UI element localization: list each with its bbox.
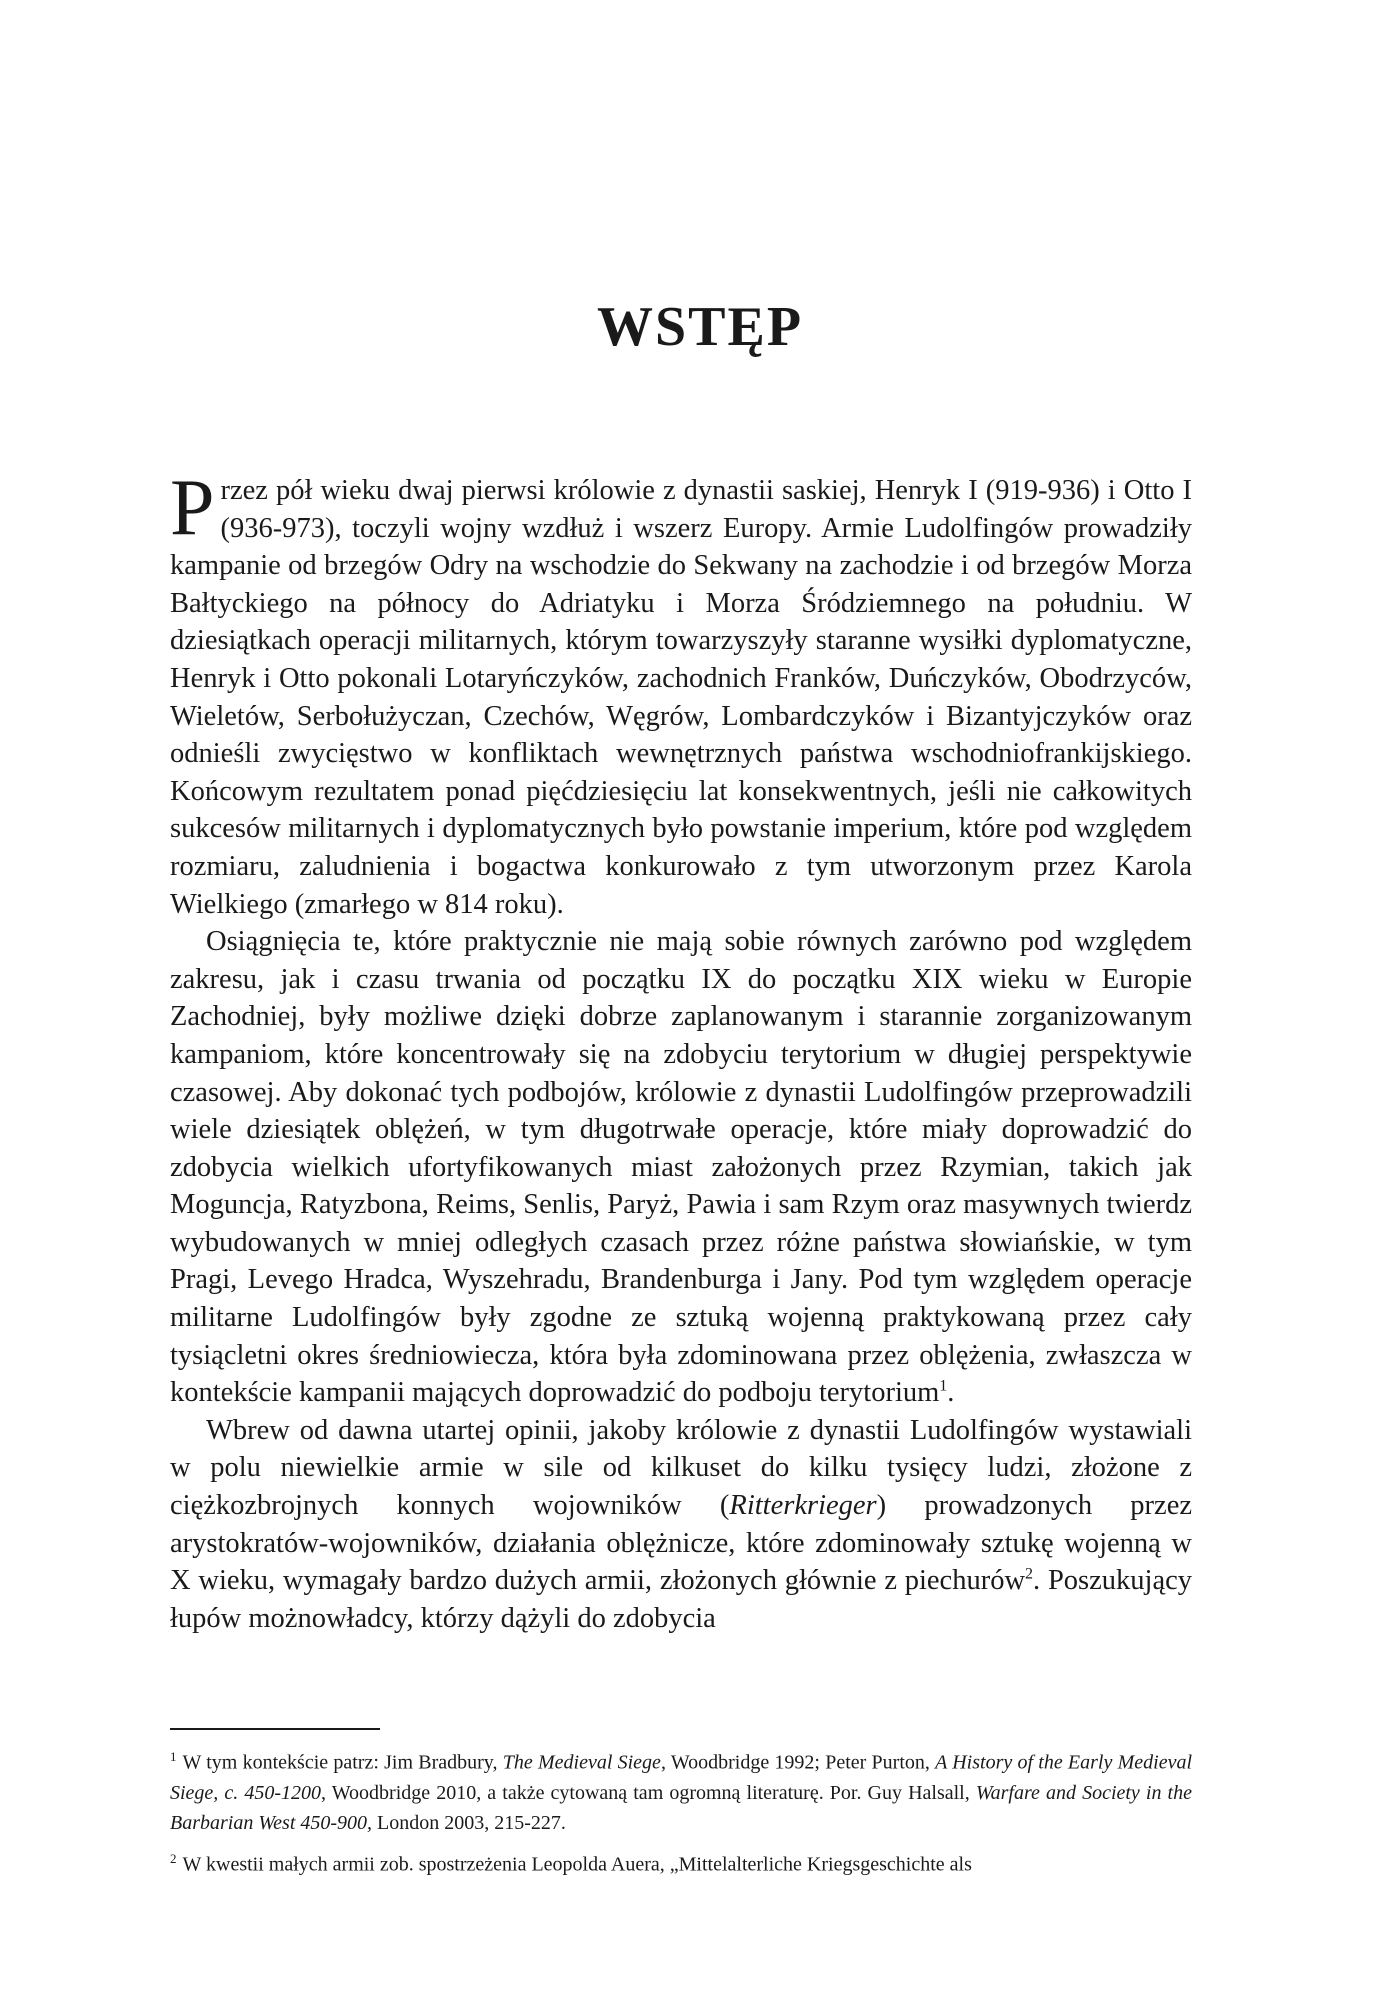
footnote-text: , Woodbridge 1992; Peter Purton, <box>660 1751 936 1774</box>
footnote-divider <box>170 1728 380 1730</box>
paragraph-1-text: rzez pół wieku dwaj pierwsi królowie z dynastii saskiej, Henryk I (919-936) i Otto I (936-973), toczyli wojny wzdłuż i wszerz Europy. Armie Ludolfingów prowadziły kampanie od brzegów Odry na wschodzie do Sekwany na zachodzie i od brzegów Morza Bałtyckiego na północy do Adriatyku i Morza Śródziemnego na południu. W dziesiątkach operacji militarnych, którym towarzyszyły staranne wysiłki dyplomatyczne, Henryk i Otto pokonali Lotaryńczyków, zachodnich Franków, Duńczyków, Obodrzyców, Wieletów, Serbołużyczan, Czechów, Węgrów, Lombardczyków i Bizantyjczyków oraz odnieśli zwycięstwo w konfliktach wewnętrznych państwa wschodniofrankijskiego. Końcowym rezultatem ponad pięćdziesięciu lat konsekwentnych, jeśli nie całkowitych sukcesów militarnych i dyplomatycznych było powstanie imperium, które pod względem rozmiaru, zaludnienia i bogactwa konkurowało z tym utworzonym przez Karola Wielkiego (zmarłego w 814 roku). <box>170 475 1192 920</box>
footnote-2 <box>170 1844 1192 1880</box>
footnote-number: 1 <box>170 1749 177 1764</box>
italic-term: Ritterkrieger <box>729 1490 877 1522</box>
paragraph-2-end: . <box>947 1377 955 1409</box>
paragraph-1 <box>170 464 1192 923</box>
footnote-text: W kwestii małych armii zob. spostrzeżenia Leopolda Auera, „Mittelalterliche Kriegsgeschichte als <box>182 1853 972 1876</box>
paragraph-2-text: Osiągnięcia te, które praktycznie nie mają sobie równych zarówno pod względem zakresu, jak i czasu trwania od początku IX do początku XIX wieku w Europie Zachodniej, były możliwe dzięki dobrze zaplanowanym i starannie zorganizowanym kampaniom, które koncentrowały się na zdobyciu terytorium w długiej perspektywie czasowej. Aby dokonać tych podbojów, królowie z dynastii Ludolfingów przeprowadzili wiele dziesiątek oblężeń, w tym długotrwałe operacje, które miały doprowadzić do zdobycia wielkich ufortyfikowanych miast założonych przez Rzymian, takich jak Moguncja, Ratyzbona, Reims, Senlis, Paryż, Pawia i sam Rzym oraz masywnych twierdz wybudowanych w mniej odległych czasach przez różne państwa słowiańskie, w tym Pragi, Levego Hradca, Wyszehradu, Brandenburga i Jany. Pod tym względem operacje militarne Ludolfingów były zgodne ze sztuką wojenną praktykowaną przez cały tysiącletni okres średniowiecza, która była zdominowana przez oblężenia, zwłaszcza w kontekście kampanii mających doprowadzić do podboju terytorium <box>170 926 1192 1409</box>
footnote-number: 2 <box>170 1850 177 1866</box>
footnote-text: London 2003, 215-227. <box>372 1811 566 1834</box>
chapter-title: WSTĘP <box>596 296 804 358</box>
footnote-ref-2: 2 <box>1025 1565 1034 1583</box>
paragraph-3-middle: ) prowadzonych przez arystokratów-wojowników, działania oblężnicze, które zdominowały sztukę wojenną w X wieku, wymagały bardzo dużych armii, złożonych głównie z piechurów <box>170 1490 1192 1597</box>
footnote-text: W tym kontekście patrz: Jim Bradbury, <box>182 1751 503 1774</box>
footnote-italic-title: The Medieval Siege <box>502 1751 661 1774</box>
paragraph-3-start: Wbrew od dawna utartej opinii, jakoby królowie z dynastii Ludolfingów wystawiali w polu niewielkie armie w sile od kilkuset do kilku tysięcy ludzi, złożone z ciężkozbrojnych konnych wojowników ( <box>170 1414 1192 1522</box>
paragraph-2 <box>170 923 1192 1412</box>
paragraph-3-end: . Poszukujący łupów możnowładcy, którzy dążyli do zdobycia <box>170 1565 1193 1634</box>
footnote-ref-1: 1 <box>939 1377 948 1395</box>
footnote-1 <box>170 1742 1192 1838</box>
drop-cap: P <box>170 464 215 552</box>
paragraph-3 <box>170 1412 1192 1638</box>
body-text <box>170 464 1193 1637</box>
footnote-text: , Woodbridge 2010, a także cytowaną tam ogromną literaturę. Por. Guy Halsall, <box>321 1781 976 1804</box>
footnote-italic-title: A History of the Early Medieval Siege, c. 450-1200 <box>170 1751 1193 1804</box>
footnote-italic-title: Warfare and Society in the Barbarian West 450-900, <box>170 1781 1192 1834</box>
footnotes <box>170 1742 1192 1885</box>
